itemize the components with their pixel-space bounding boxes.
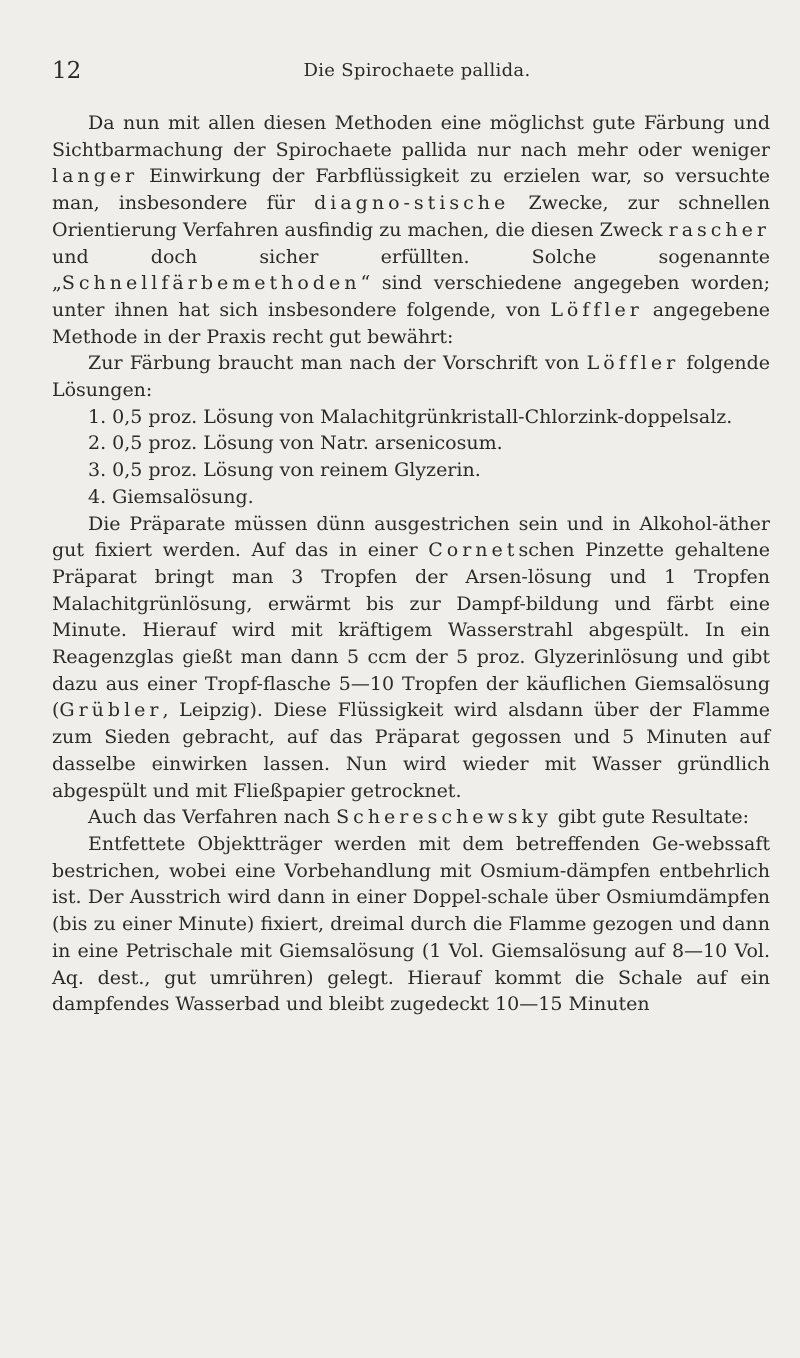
paragraph	[52, 404, 770, 431]
text-run: angegebene Methode in der Praxis recht gut bewährt:	[52, 298, 771, 348]
text-run: Auch das Verfahren nach	[88, 806, 337, 829]
text-run: schen Pinzette gehaltene Präparat bringt man 3 Tropfen der Arsen-lösung und 1 Tropfen Malachitgrünlösung, erwärmt bis zur Dampf-bildung und färbt eine Minute. Hierauf wird mit kräftigem Wasserstrahl abgespült. In ein Reagenzglas gießt man dann 5 ccm der 5 proz. Glyzerinlösung und gibt dazu aus einer Tropf-flasche 5—10 Tropfen der käuflichen Giemsalösung (	[52, 539, 770, 722]
paragraph	[52, 804, 770, 831]
text-run: Einwirkung der Farbflüssigkeit zu erzielen war, so versuchte man, insbesondere für	[52, 165, 770, 215]
spaced-name: Schereschewsky	[336, 806, 552, 829]
text-run: 1. 0,5 proz. Lösung von Malachitgrünkristall-Chlorzink-doppelsalz.	[88, 405, 733, 428]
text-run: Entfettete Objektträger werden mit dem betreffenden Ge-webssaft bestrichen, wobei eine Vorbehandlung mit Osmium-dämpfen entbehrlich ist. Der Ausstrich wird dann in einer Doppel-schale über Osmiumdämpfen (bis zu einer Minute) fixiert, dreimal durch die Flamme gezogen und dann in eine Petrischale mit Giemsalösung (1 Vol. Giemsalösung auf 8—10 Vol. Aq. dest., gut umrühren) gelegt. Hierauf kommt die Schale auf ein dampfendes Wasserbad und bleibt zugedeckt 10—15 Minuten	[52, 832, 770, 1016]
text-run: 4. Giemsalösung.	[88, 485, 254, 508]
text-run: folgende Lösungen:	[52, 352, 770, 402]
paragraph	[52, 484, 770, 511]
text-run: 3. 0,5 proz. Lösung von reinem Glyzerin.	[88, 459, 481, 482]
spaced-name: diagno-stische	[314, 192, 510, 215]
running-title: Die Spirochaete pallida.	[303, 60, 531, 81]
spaced-name: Grübler	[59, 699, 163, 722]
paragraph	[52, 831, 770, 1018]
page-header	[52, 58, 782, 88]
spaced-name: langer	[52, 165, 139, 188]
text-run: und doch sicher erfüllten. Solche sogenannte „	[52, 245, 770, 295]
text-run: Zwecke, zur schnellen Orientierung Verfahren ausfindig zu machen, die diesen Zweck	[52, 192, 770, 241]
body-text	[52, 110, 770, 1018]
text-run: Da nun mit allen diesen Methoden eine möglichst gute Färbung und Sichtbarmachung der Spirochaete pallida nur nach mehr oder weniger	[52, 112, 770, 161]
text-run: 2. 0,5 proz. Lösung von Natr. arsenicosum.	[88, 432, 503, 455]
text-run: gibt gute Resultate:	[551, 806, 750, 829]
paragraph	[52, 511, 770, 805]
text-run: Zur Färbung braucht man nach der Vorschrift von	[88, 352, 587, 375]
spaced-name: Schnellfärbemethoden	[61, 272, 361, 295]
text-run: , Leipzig). Diese Flüssigkeit wird alsdann über der Flamme zum Sieden gebracht, auf das Präparat gegossen und 5 Minuten auf dasselbe einwirken lassen. Nun wird wieder mit Wasser gründlich abgespült und mit Fließpapier getrocknet.	[52, 699, 770, 802]
spaced-name: Cornet	[428, 539, 519, 562]
paragraph	[52, 430, 770, 457]
text-run: “ sind verschiedene angegeben worden; unter ihnen hat sich insbesondere folgende, von	[52, 272, 770, 321]
page-number: 12	[52, 58, 82, 84]
paragraph	[52, 350, 770, 403]
spaced-name: rascher	[668, 218, 770, 241]
text-run: Die Präparate müssen dünn ausgestrichen sein und in Alkohol-äther gut fixiert werden. Auf das in einer	[52, 512, 770, 562]
paragraph	[52, 457, 770, 484]
spaced-name: Löffler	[550, 298, 643, 321]
paragraph	[52, 110, 770, 350]
spaced-name: Löffler	[586, 352, 680, 375]
